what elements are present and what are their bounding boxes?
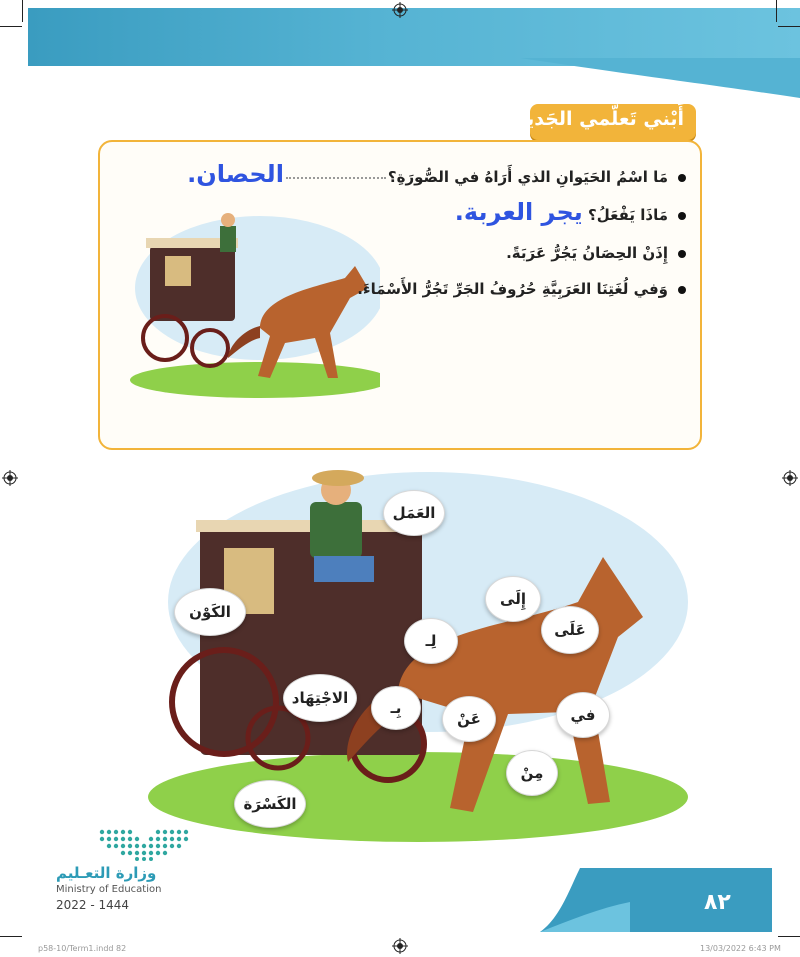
question-prompt: مَا اسْمُ الحَيَوانِ الذي أَرَاهُ في الصُّورَةِ؟ [387, 168, 668, 186]
question-box [98, 140, 702, 450]
carriage-illustration-small [110, 208, 380, 408]
header-swoosh [520, 58, 800, 98]
bullet-icon [678, 174, 686, 182]
footer-band [540, 868, 772, 932]
page-number: ٨٢ [704, 890, 731, 915]
edition-year: 2022 - 1444 [56, 898, 130, 912]
question-prompt: إِذَنْ الحِصَانُ يَجُرُّ عَرَبَةً. [506, 244, 668, 262]
ministry-logo [98, 828, 190, 862]
crop-mark [0, 26, 22, 27]
crop-mark [0, 936, 22, 937]
question-answer: الحصان. [187, 160, 284, 188]
word-bubble: مِنْ [506, 750, 558, 796]
registration-mark-icon [392, 2, 408, 18]
word-bubble: عَنْ [442, 696, 496, 742]
question-row [455, 198, 686, 226]
answer-line [286, 177, 386, 179]
section-title: أَبْني تَعلُّمي الجَديدَ [516, 108, 684, 130]
word-bubble: بِـ [371, 686, 421, 730]
crop-mark [22, 0, 23, 22]
bullet-icon [678, 212, 686, 220]
registration-mark-icon [782, 470, 798, 486]
question-row [506, 244, 686, 262]
question-prompt: وَفي لُغَتِنَا العَرَبِيَّةِ حُرُوفُ الجَرِّ تَجُرُّ الأَسْمَاءَ. [357, 280, 668, 298]
word-bubble: الكَسْرَة [234, 780, 306, 828]
ministry-name-arabic: وزارة التعـليم [56, 864, 157, 882]
crop-mark [778, 26, 800, 27]
question-prompt: مَاذَا يَفْعَلُ؟ [588, 206, 668, 224]
crop-mark [776, 0, 777, 22]
word-bubble: في [556, 692, 610, 738]
word-bubble: إِلَى [485, 576, 541, 622]
bullet-icon [678, 250, 686, 258]
word-bubble: لِـ [404, 618, 458, 664]
registration-mark-icon [2, 470, 18, 486]
crop-mark [778, 936, 800, 937]
word-bubble: الكَوْن [174, 588, 246, 636]
bullet-icon [678, 286, 686, 294]
section-tab [516, 104, 696, 140]
ministry-name-english: Ministry of Education [56, 884, 162, 895]
print-date-slug: 13/03/2022 6:43 PM [700, 944, 781, 953]
question-answer: يجر العربة. [454, 198, 583, 226]
word-bubble: عَلَى [541, 606, 599, 654]
print-file-slug: p58-10/Term1.indd 82 [38, 944, 127, 953]
word-bubble: العَمَل [383, 490, 445, 536]
question-row [187, 160, 686, 188]
registration-mark-icon [392, 938, 408, 954]
word-bubble: الاجْتِهَاد [283, 674, 357, 722]
question-row [357, 280, 686, 298]
